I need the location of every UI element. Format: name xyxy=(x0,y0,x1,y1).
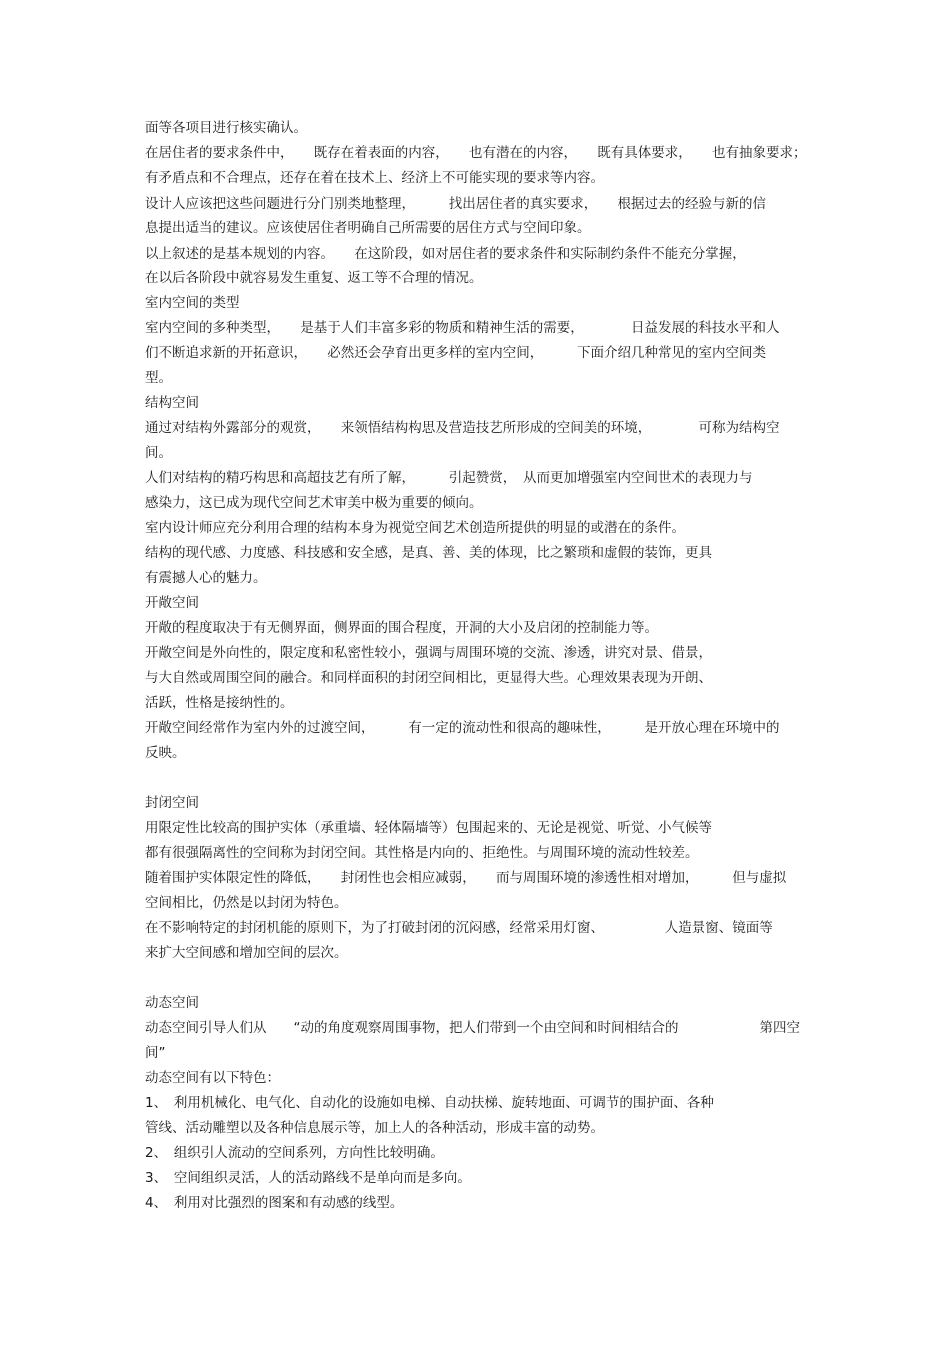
text-line: 与大自然或周围空间的融合。和同样面积的封闭空间相比，更显得大些。心理效果表现为开朗、 xyxy=(145,670,712,686)
text-line: 息提出适当的建议。应该使居住者明确自己所需要的居住方式与空间印象。 xyxy=(145,220,591,236)
text-line: 开敞的程度取决于有无侧界面，侧界面的围合程度，开洞的大小及启闭的控制能力等。 xyxy=(145,620,658,636)
list-item: 2、 组织引人流动的空间系列，方向性比较明确。 xyxy=(145,1145,444,1161)
text-line: 反映。 xyxy=(145,745,186,761)
text-line: 们不断追求新的开拓意识， 必然还会孕育出更多样的室内空间， 下面介绍几种常见的室内空间类 xyxy=(145,345,766,361)
list-item: 4、 利用对比强烈的图案和有动感的线型。 xyxy=(145,1195,404,1211)
text-line: 有矛盾点和不合理点，还存在着在技术上、经济上不可能实现的要求等内容。 xyxy=(145,170,604,186)
list-item: 1、 利用机械化、电气化、自动化的设施如电梯、自动扶梯、旋转地面、可调节的围护面、各种 xyxy=(145,1095,714,1111)
text-line: 空间相比，仍然是以封闭为特色。 xyxy=(145,895,348,911)
text-line: 来扩大空间感和增加空间的层次。 xyxy=(145,945,348,961)
text-line: 用限定性比较高的围护实体（承重墙、轻体隔墙等）包围起来的、无论是视觉、听觉、小气候等 xyxy=(145,820,712,836)
text-line: 通过对结构外露部分的观赏， 来领悟结构构思及营造技艺所形成的空间美的环境， 可称为结构空 xyxy=(145,420,780,436)
text-line: 在居住者的要求条件中， 既存在着表面的内容， 也有潜在的内容， 既有具体要求， 也有抽象要求； xyxy=(145,145,807,161)
text-line: 人们对结构的精巧构思和高超技艺有所了解， 引起赞赏， 从而更加增强室内空间世术的表现力与 xyxy=(145,470,753,486)
section-heading: 封闭空间 xyxy=(145,795,199,811)
section-heading: 开敞空间 xyxy=(145,595,199,611)
text-line: 动态空间引导人们从 “动的角度观察周围事物，把人们带到一个由空间和时间相结合的 第四空 xyxy=(145,1020,800,1036)
text-line: 活跃，性格是接纳性的。 xyxy=(145,695,294,711)
text-line: 间。 xyxy=(145,445,172,461)
text-line: 在以后各阶段中就容易发生重复、返工等不合理的情况。 xyxy=(145,270,483,286)
list-item-continuation: 管线、活动雕塑以及各种信息展示等，加上人的各种活动，形成丰富的动势。 xyxy=(145,1120,604,1136)
text-line: 型。 xyxy=(145,370,172,386)
text-line: 开敞空间经常作为室内外的过渡空间， 有一定的流动性和很高的趣味性， 是开放心理在环境中的 xyxy=(145,720,780,736)
text-line: 在不影响特定的封闭机能的原则下，为了打破封闭的沉闷感，经常采用灯窗、 人造景窗、镜面等 xyxy=(145,920,773,936)
text-line: 动态空间有以下特色： xyxy=(145,1070,280,1086)
section-heading: 结构空间 xyxy=(145,395,199,411)
text-line: 都有很强隔离性的空间称为封闭空间。其性格是内向的、拒绝性。与周围环境的流动性较差。 xyxy=(145,845,699,861)
list-item: 3、 空间组织灵活，人的活动路线不是单向而是多向。 xyxy=(145,1170,471,1186)
text-line: 室内设计师应充分利用合理的结构本身为视觉空间艺术创造所提供的明显的或潜在的条件。 xyxy=(145,520,685,536)
text-line: 结构的现代感、力度感、科技感和安全感，是真、善、美的体现，比之繁琐和虚假的装饰，更具 xyxy=(145,545,712,561)
text-line: 感染力，这已成为现代空间艺术审美中极为重要的倾向。 xyxy=(145,495,483,511)
text-line: 室内空间的多种类型， 是基于人们丰富多彩的物质和精神生活的需要， 日益发展的科技水平和人 xyxy=(145,320,780,336)
text-line: 随着围护实体限定性的降低， 封闭性也会相应减弱， 而与周围环境的渗透性相对增加， 但与虚拟 xyxy=(145,870,787,886)
text-line: 面等各项目进行核实确认。 xyxy=(145,120,307,136)
text-line: 以上叙述的是基本规划的内容。 在这阶段，如对居住者的要求条件和实际制约条件不能充分掌握， xyxy=(145,246,746,262)
section-heading: 室内空间的类型 xyxy=(145,295,240,311)
section-heading: 动态空间 xyxy=(145,995,199,1011)
text-line: 有震撼人心的魅力。 xyxy=(145,570,267,586)
text-line: 间” xyxy=(145,1045,166,1061)
text-line: 开敞空间是外向性的，限定度和私密性较小，强调与周围环境的交流、渗透，讲究对景、借景， xyxy=(145,645,712,661)
text-line: 设计人应该把这些问题进行分门别类地整理， 找出居住者的真实要求， 根据过去的经验与新的信 xyxy=(145,196,766,212)
